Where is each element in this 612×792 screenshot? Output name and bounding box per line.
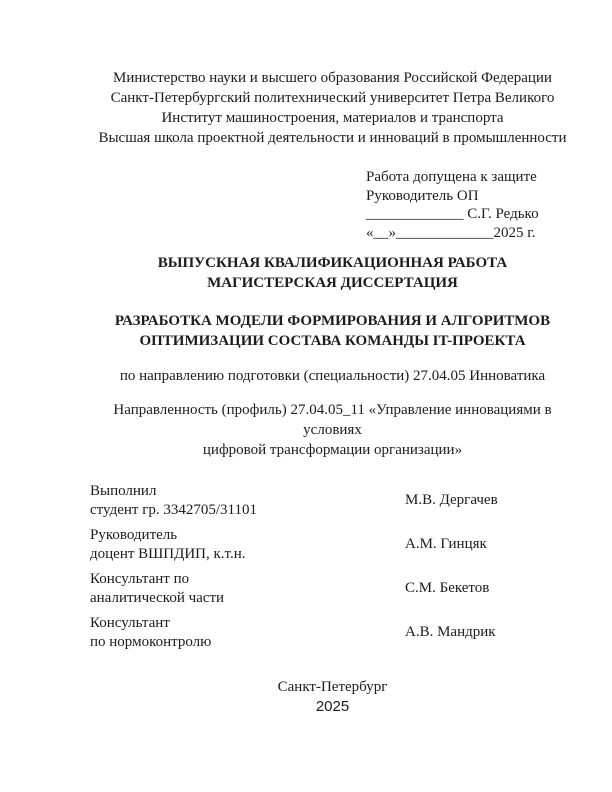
person-role-line2: аналитической части xyxy=(90,589,225,606)
header-line-school: Высшая школа проектной деятельности и инноваций в промышленности xyxy=(98,130,567,146)
thesis-title-line1: РАЗРАБОТКА МОДЕЛИ ФОРМИРОВАНИЯ И АЛГОРИТМОВ xyxy=(114,313,551,329)
approval-admitted-line: Работа допущена к защите xyxy=(366,169,537,185)
signatories-list xyxy=(90,482,575,651)
person-name: С.М. Бекетов xyxy=(405,580,490,597)
person-row-student xyxy=(90,482,575,519)
person-name: А.В. Мандрик xyxy=(405,624,496,641)
person-name: М.В. Дергачев xyxy=(405,492,498,509)
person-role-line2: по нормоконтролю xyxy=(90,633,212,650)
profile-line1: Направленность (профиль) 27.04.05_11 «Управление инновациями в условиях xyxy=(113,402,552,438)
approval-block xyxy=(366,168,575,242)
header-line-university: Санкт-Петербургский политехнический университет Петра Великого xyxy=(110,90,555,106)
person-role-line2: доцент ВШПДИП, к.т.н. xyxy=(90,545,246,562)
person-role xyxy=(90,614,405,651)
work-type-line2: МАГИСТЕРСКАЯ ДИССЕРТАЦИЯ xyxy=(207,275,458,291)
approval-role-line: Руководитель ОП xyxy=(366,187,479,204)
profile-block xyxy=(90,400,575,460)
thesis-title-line2: ОПТИМИЗАЦИИ СОСТАВА КОМАНДЫ IT-ПРОЕКТА xyxy=(139,333,526,349)
header-line-institute: Институт машиностроения, материалов и транспорта xyxy=(161,110,504,126)
person-role xyxy=(90,526,405,563)
thesis-title xyxy=(90,311,575,351)
header-line-ministry: Министерство науки и высшего образования Российской Федерации xyxy=(113,70,552,86)
specialty-line: по направлению подготовки (специальности) 27.04.05 Инноватика xyxy=(119,368,546,384)
university-header xyxy=(90,68,575,148)
person-name: А.М. Гинцяк xyxy=(405,536,487,553)
person-role xyxy=(90,482,405,519)
person-role-line2: студент гр. 3342705/31101 xyxy=(90,501,257,518)
footer-block xyxy=(90,678,575,716)
person-role-line1: Консультант по xyxy=(90,571,190,587)
work-type-line1: ВЫПУСКНАЯ КВАЛИФИКАЦИОННАЯ РАБОТА xyxy=(157,255,508,271)
footer-city: Санкт-Петербург xyxy=(277,679,388,695)
person-role-line1: Выполнил xyxy=(90,483,157,499)
work-type-heading xyxy=(90,253,575,293)
profile-line2: цифровой трансформации организации» xyxy=(202,442,463,458)
footer-year: 2025 xyxy=(315,698,350,715)
person-role-line1: Руководитель xyxy=(90,527,178,543)
person-role-line1: Консультант xyxy=(90,615,170,631)
person-row-consultant-normcontrol xyxy=(90,614,575,651)
person-row-consultant-analytics xyxy=(90,570,575,607)
person-row-supervisor xyxy=(90,526,575,563)
person-role xyxy=(90,570,405,607)
approval-date-line: «__»_____________2025 г. xyxy=(366,224,536,241)
approval-signature-line: _____________ С.Г. Редько xyxy=(366,206,539,222)
